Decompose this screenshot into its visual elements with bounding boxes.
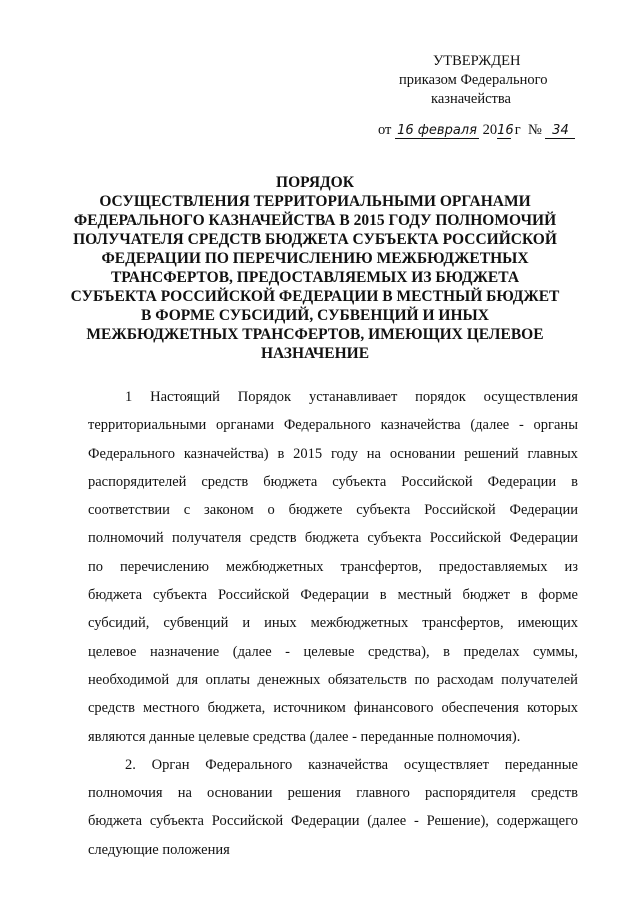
approval-order-text: приказом Федерального: [399, 72, 548, 88]
word: необходимой: [88, 671, 170, 688]
document-body: [88, 383, 578, 864]
word: субъекта: [332, 473, 387, 490]
word: местного: [142, 700, 200, 717]
word: в: [443, 643, 450, 660]
word: для: [176, 671, 198, 688]
word: Решение),: [426, 813, 489, 830]
paragraph-line: [88, 411, 578, 439]
word: главного: [356, 785, 410, 802]
word: содержащего: [496, 813, 578, 830]
order-date-line: [378, 121, 575, 140]
title-line: ПОЛУЧАТЕЛЯ СРЕДСТВ БЮДЖЕТА СУБЪЕКТА РОССИЙСКОЙ: [73, 231, 557, 248]
word: Федерации: [509, 502, 578, 519]
paragraph-1: [88, 383, 578, 751]
title-line: ФЕДЕРАЛЬНОГО КАЗНАЧЕЙСТВА В 2015 ГОДУ ПОЛНОМОЧИЙ: [73, 212, 557, 229]
title-line: ФЕДЕРАЦИИ ПО ПЕРЕЧИСЛЕНИЮ МЕЖБЮДЖЕТНЫХ: [101, 250, 529, 267]
word: Федерации: [300, 587, 369, 604]
handwritten-date: 16 февраля: [395, 124, 479, 139]
word: Федерального: [205, 756, 293, 773]
word: средств: [530, 785, 578, 802]
word: Федерального: [283, 417, 371, 434]
word: субъекта: [153, 587, 208, 604]
word: на: [177, 785, 192, 802]
word: целевое: [88, 643, 137, 660]
word: порядок: [415, 389, 466, 405]
word: в: [277, 445, 285, 462]
word: Порядок: [237, 389, 292, 405]
word: основании: [389, 445, 456, 462]
word: в: [379, 587, 387, 604]
word: финансового: [353, 700, 434, 717]
handwritten-order-number: 34: [545, 124, 575, 139]
word: субъекта: [356, 502, 411, 519]
word: трансфертов,: [422, 615, 504, 632]
word: межбюджетных: [310, 615, 409, 632]
title-line: ТРАНСФЕРТОВ, ПРЕДОСТАВЛЯЕМЫХ ИЗ БЮДЖЕТА: [110, 269, 520, 286]
word: форме: [538, 587, 578, 604]
paragraph-line: [88, 638, 578, 666]
word: главных: [527, 445, 578, 462]
word: 1: [125, 389, 133, 405]
word: бюджета,: [207, 700, 266, 717]
paragraph-line: [88, 496, 578, 524]
word: в: [571, 473, 578, 490]
word: 2015: [293, 445, 323, 462]
word: расходам: [437, 671, 494, 688]
approval-treasury-text: казначейства: [431, 91, 511, 107]
word: распорядителей: [88, 473, 187, 490]
approval-stamp: [395, 52, 595, 109]
word: на: [366, 445, 381, 462]
word: имеющих: [517, 615, 578, 632]
word: оплаты: [205, 671, 250, 688]
title-line: ОСУЩЕСТВЛЕНИЯ ТЕРРИТОРИАЛЬНЫМИ ОРГАНАМИ: [99, 193, 531, 210]
paragraph-line: [88, 666, 578, 694]
word: из: [564, 558, 578, 575]
word: бюджета: [88, 587, 143, 604]
paragraph-line: [88, 553, 578, 581]
word: средств: [249, 530, 297, 547]
word: Федерации: [509, 530, 578, 547]
word: 2.: [125, 756, 136, 773]
word: получателей: [501, 671, 578, 688]
word: межбюджетных: [225, 558, 324, 575]
paragraph-line: [88, 694, 578, 722]
word: бюджета: [304, 530, 359, 547]
word: -: [518, 417, 524, 434]
word: бюджета: [88, 813, 143, 830]
word: бюджета: [263, 473, 318, 490]
word: Российской: [429, 530, 502, 547]
word: о: [267, 502, 275, 519]
title-line: В ФОРМЕ СУБСИДИЙ, СУБВЕНЦИЙ И ИНЫХ: [141, 307, 489, 324]
date-prefix: от: [378, 122, 392, 138]
word: по: [88, 558, 104, 575]
word: Российской: [401, 473, 473, 490]
word: обязательств: [327, 671, 407, 688]
word: Федерации: [487, 473, 557, 490]
word: полномочий: [88, 530, 164, 547]
paragraph-line: [88, 524, 578, 552]
word: основании: [207, 785, 273, 802]
title-line: МЕЖБЮДЖЕТНЫХ ТРАНСФЕРТОВ, ИМЕЮЩИХ ЦЕЛЕВОЕ: [86, 326, 544, 343]
word: по: [414, 671, 430, 688]
paragraph-line: [88, 751, 578, 779]
word: Российской: [211, 813, 284, 830]
word: с: [183, 502, 191, 519]
word: трансфертов,: [340, 558, 422, 575]
word: субъекта: [149, 813, 204, 830]
year-prefix: 20: [482, 122, 498, 138]
word: (далее: [470, 417, 510, 434]
word: Орган: [151, 756, 190, 773]
word: соответствии: [88, 502, 170, 519]
paragraph-line: являются данные целевые средства (далее - переданные полномочия).: [88, 728, 521, 745]
paragraph-line: [88, 609, 578, 637]
title-line: ПОРЯДОК: [276, 174, 354, 191]
word: органы: [533, 417, 578, 434]
paragraph-line: [88, 383, 578, 411]
word: Настоящий: [150, 389, 220, 405]
document-title: [60, 173, 570, 363]
word: осуществляет: [403, 756, 489, 773]
word: иных: [264, 615, 297, 632]
word: Российской: [424, 502, 496, 519]
word: средств: [201, 473, 249, 490]
word: казначейства: [380, 417, 461, 434]
word: осуществления: [483, 389, 578, 405]
word: распорядителя: [424, 785, 516, 802]
word: назначение: [150, 643, 220, 660]
word: субсидий,: [88, 615, 150, 632]
word: (далее: [232, 643, 272, 660]
word: бюджет: [462, 587, 510, 604]
word: году: [330, 445, 358, 462]
paragraph-line: [88, 807, 578, 835]
title-line: СУБЪЕКТА РОССИЙСКОЙ ФЕДЕРАЦИИ В МЕСТНЫЙ БЮДЖЕТ: [70, 288, 560, 305]
number-sign: №: [527, 122, 542, 138]
handwritten-year: 16: [497, 123, 514, 138]
word: полномочия: [88, 785, 163, 802]
word: источником: [273, 700, 346, 717]
word: казначейства: [308, 756, 389, 773]
paragraph-line: [88, 440, 578, 468]
word: суммы,: [532, 643, 578, 660]
approval-heading: УТВЕРЖДЕН: [433, 53, 521, 69]
word: которых: [526, 700, 578, 717]
paragraph-2: [88, 751, 578, 864]
word: средства),: [367, 643, 430, 660]
word: территориальными: [88, 417, 207, 434]
word: пределах: [463, 643, 520, 660]
word: местный: [397, 587, 452, 604]
word: целевые: [303, 643, 355, 660]
paragraph-line: [88, 468, 578, 496]
paragraph-line: [88, 779, 578, 807]
word: казначейства): [183, 445, 269, 462]
word: (далее: [367, 813, 407, 830]
year-suffix: г: [514, 122, 521, 138]
word: субъекта: [367, 530, 422, 547]
word: обеспечения: [441, 700, 519, 717]
word: денежных: [257, 671, 321, 688]
word: бюджете: [288, 502, 343, 519]
word: получателя: [171, 530, 242, 547]
word: решений: [464, 445, 519, 462]
word: органами: [216, 417, 275, 434]
word: решения: [287, 785, 342, 802]
word: средств: [88, 700, 135, 717]
word: переданные: [504, 756, 578, 773]
word: перечислению: [119, 558, 209, 575]
word: -: [285, 643, 290, 660]
word: предоставляемых: [438, 558, 548, 575]
word: законом: [204, 502, 254, 519]
word: Федерального: [88, 445, 176, 462]
word: в: [520, 587, 528, 604]
word: и: [242, 615, 251, 632]
word: субвенций: [163, 615, 229, 632]
word: устанавливает: [308, 389, 398, 405]
paragraph-line: следующие положения: [88, 841, 230, 858]
word: Федерации: [291, 813, 360, 830]
paragraph-line: [88, 581, 578, 609]
title-line: НАЗНАЧЕНИЕ: [260, 345, 370, 362]
word: Российской: [217, 587, 290, 604]
word: -: [413, 813, 419, 830]
